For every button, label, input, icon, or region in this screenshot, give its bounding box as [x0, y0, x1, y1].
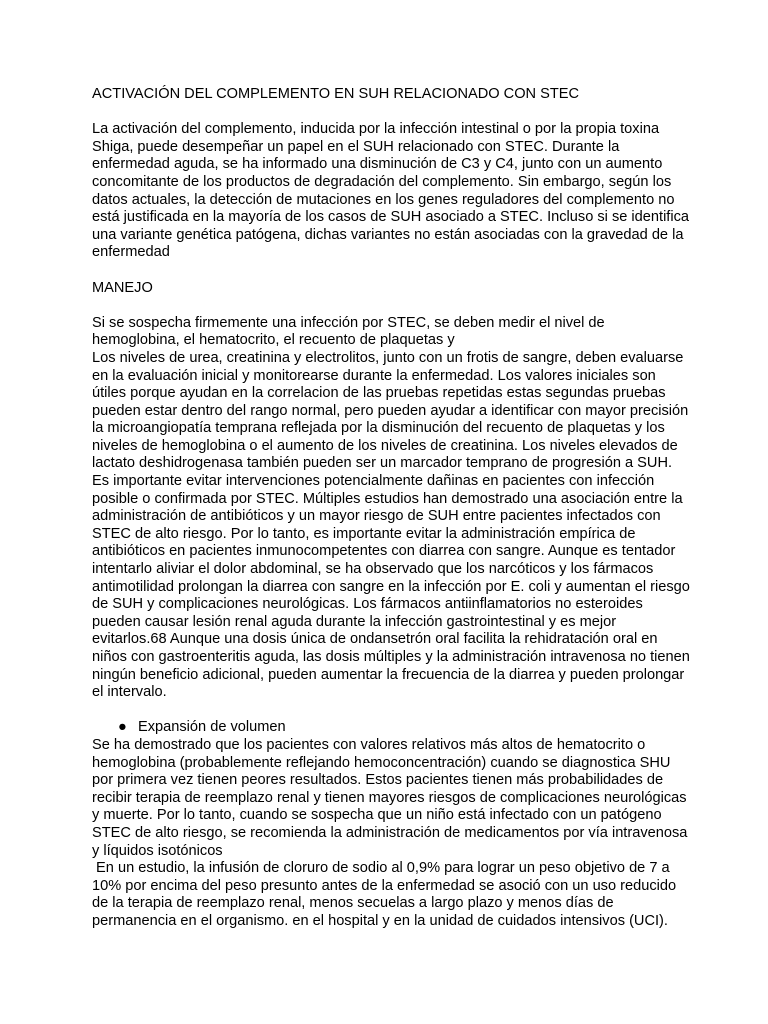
text-line: está justificada en la mayoría de los casos de SUH asociado a STEC. Incluso si se identifica	[92, 209, 690, 226]
text-line: enfermedad aguda, se ha informado una disminución de C3 y C4, junto con un aumento	[92, 156, 663, 173]
text-line: concomitante de los productos de degradación del complemento. Sin embargo, según los	[92, 173, 672, 190]
paragraph-volume-expansion	[92, 737, 688, 931]
text-line: La activación del complemento, inducida por la infección intestinal o por la propia toxina	[92, 121, 660, 138]
text-line: administración de antibióticos y un mayor riesgo de SUH entre pacientes infectados con	[92, 508, 661, 525]
text-line: Shiga, puede desempeñar un papel en el SUH relacionado con STEC. Durante la	[92, 138, 620, 155]
text-line: ningún beneficio adicional, pueden aumentar la frecuencia de la diarrea y pueden prolongar	[92, 666, 685, 683]
section-heading-manejo: MANEJO	[92, 279, 153, 296]
text-line: enfermedad	[92, 244, 170, 261]
text-line: intentarlo aliviar el dolor abdominal, se ha observado que los narcóticos y los fármacos	[92, 561, 654, 578]
bullet-label: Expansión de volumen	[138, 719, 286, 736]
text-line: En un estudio, la infusión de cloruro de sodio al 0,9% para lograr un peso objetivo de 7 a	[92, 860, 670, 877]
text-line: datos actuales, la detección de mutaciones en los genes reguladores del complemento no	[92, 191, 675, 208]
text-line: permanencia en el organismo. en el hospital y en la unidad de cuidados intensivos (UCI).	[92, 912, 668, 929]
document-title: ACTIVACIÓN DEL COMPLEMENTO EN SUH RELACIONADO CON STEC	[92, 86, 580, 102]
text-line: lactato deshidrogenasa también pueden ser un marcador temprano de progresión a SUH.	[92, 455, 673, 472]
text-line: pueden causar lesión renal aguda durante la infección gastrointestinal y es mejor	[92, 613, 617, 630]
bullet-icon: ●	[118, 719, 127, 736]
paragraph-gap	[92, 297, 688, 315]
text-line: la microangiopatía temprana reflejada por la disminución del recuento de plaquetas y los	[92, 420, 665, 437]
text-line: niveles de hemoglobina o el aumento de los niveles de creatinina. Los niveles elevados de	[92, 437, 678, 454]
text-line: pueden estar dentro del rango normal, pero pueden ayudar a identificar con mayor precisión	[92, 402, 689, 419]
text-line: de la terapia de reemplazo renal, menos secuelas a largo plazo y menos días de	[92, 895, 614, 912]
text-line: Se ha demostrado que los pacientes con valores relativos más altos de hematocrito o	[92, 736, 646, 753]
text-line: posible o confirmada por STEC. Múltiples estudios han demostrado una asociación entre la	[92, 490, 683, 507]
text-line: STEC de alto riesgo, se recomienda la administración de medicamentos por vía intravenosa	[92, 824, 688, 841]
text-line: por primera vez tienen peores resultados. Estos pacientes tienen más probabilidades de	[92, 772, 664, 789]
text-line: y líquidos isotónicos	[92, 842, 223, 859]
text-line: antimotilidad prolongan la diarrea con sangre en la infección por E. coli y aumentan el riesgo	[92, 578, 690, 595]
text-line: en la evaluación inicial y monitorearse durante la enfermedad. Los valores iniciales son	[92, 367, 656, 384]
text-line: recibir terapia de reemplazo renal y tienen mayores riesgos de complicaciones neurológicas	[92, 789, 687, 806]
text-line: Los niveles de urea, creatinina y electrolitos, junto con un frotis de sangre, deben evaluarse	[92, 349, 684, 366]
text-line: STEC de alto riesgo. Por lo tanto, es importante evitar la administración empírica de	[92, 525, 636, 542]
text-line: hemoglobina (probablemente reflejando hemoconcentración) cuando se diagnostica SHU	[92, 754, 671, 771]
text-line: útiles porque ayudan en la correlacion de las pruebas repetidas estas segundas pruebas	[92, 385, 666, 402]
text-line: niños con gastroenteritis aguda, las dosis múltiples y la administración intravenosa no tienen	[92, 649, 690, 665]
bullet-item-volume-expansion	[92, 719, 688, 737]
text-line: y muerte. Por lo tanto, cuando se sospecha que un niño está infectado con un patógeno	[92, 807, 662, 824]
text-line: antibióticos en pacientes inmunocompetentes con diarrea con sangre. Aunque es tentador	[92, 543, 676, 560]
paragraph-gap	[92, 262, 688, 280]
paragraph-management	[92, 315, 688, 702]
text-line: hemoglobina, el hematocrito, el recuento de plaquetas y	[92, 332, 455, 349]
text-line: 10% por encima del peso presunto antes de la enfermedad se asoció con un uso reducido	[92, 877, 677, 894]
paragraph-gap	[92, 702, 688, 720]
text-line: el intervalo.	[92, 684, 167, 701]
paragraph-complement-activation	[92, 121, 688, 262]
text-line: de SUH y complicaciones neurológicas. Los fármacos antiinflamatorios no esteroides	[92, 596, 643, 613]
text-line: Si se sospecha firmemente una infección por STEC, se deben medir el nivel de	[92, 314, 605, 331]
text-line: Es importante evitar intervenciones potencialmente dañinas en pacientes con infección	[92, 473, 655, 490]
text-line: evitarlos.68 Aunque una dosis única de ondansetrón oral facilita la rehidratación oral en	[92, 631, 658, 648]
paragraph-gap	[92, 104, 688, 122]
text-line: una variante genética patógena, dichas variantes no están asociadas con la gravedad de la	[92, 226, 684, 243]
